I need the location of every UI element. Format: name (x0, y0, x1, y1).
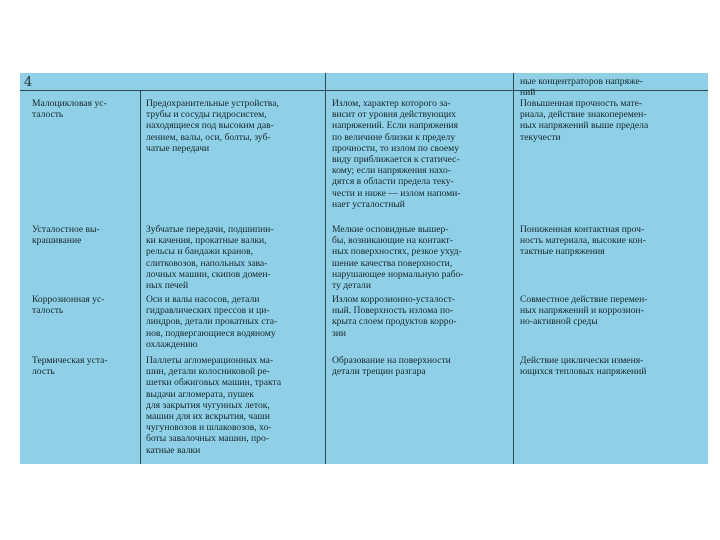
column-divider (140, 90, 141, 464)
row-4-fracture: Образование на поверхности детали трещин разгара (332, 355, 451, 378)
row-1-name: Малоцикловая ус- талость (32, 98, 107, 121)
row-4-causes: Действие циклически изменя- ющихся тепловых напряжений (520, 355, 647, 378)
row-3-parts: Оси и валы насосов, детали гидравлических прессов и ци- линдров, детали прокатных ста- нов, подвергающиеся водяному охлаждению (146, 294, 278, 350)
header-rule (20, 90, 520, 91)
row-4-name: Термическая уста- лость (32, 355, 108, 378)
row-2-causes: Пониженная контактная проч- ность материала, высокие кон- тактные напряжения (520, 224, 646, 258)
column-divider (513, 73, 514, 464)
row-3-fracture: Излом коррозионно-усталост- ный. Поверхность излома по- крыта слоем продуктов корро- зии (332, 294, 457, 339)
row-3-causes: Совместное действие перемен- ных напряжений и коррозион- но-активной среды (520, 294, 648, 328)
row-2-parts: Зубчатые передачи, подшипни- ки качения, прокатные валки, рельсы и бандажи кранов, слитковозов, напольных зава- лочных машин, скипов домен- ных печей (146, 224, 274, 292)
row-4-parts: Паллеты агломерационных ма- шин, детали колосниковой ре- шетки обжиговых машин, тракта выдачи агломерата, пушек для закрытия чугунных леток, машин для их вскрытия, чаши чугуновозов и шлаковозов, хо- боты завалочных машин, про- катные валки (146, 355, 282, 456)
scanned-table-page (20, 73, 708, 464)
row-1-parts: Предохранительные устройства, трубы и сосуды гидросистем, находящиеся под высоким дав- лением, валы, оси, болты, зуб- чатые передачи (146, 98, 279, 154)
continued-header-text: ные концентраторов напряже- ний (520, 76, 643, 99)
row-2-fracture: Мелкие осповидные вышер- бы, возникающие на контакт- ных поверхностях, резкое ухуд- шение качества поверхности, нарушающее нормальную рабо- ту детали (332, 224, 464, 292)
row-3-name: Коррозионная ус- талость (32, 294, 105, 317)
column-divider (325, 73, 326, 464)
row-1-fracture: Излом, характер которого за- висит от уровня действующих напряжений. Если напряжения по величине близки к пределу прочности, то излом по своему виду приближается к статичес- кому; если напряжения нахо- дятся в области предела теку- чести и ниже — излом напоми- нает усталостный (332, 98, 461, 210)
row-1-causes: Повышенная прочность мате- риала, действие знакоперемен- ных напряжений выше предела текучести (520, 98, 649, 143)
row-2-name: Усталостное вы- крашивание (32, 224, 100, 247)
page-number-mark: 4 (24, 75, 33, 90)
